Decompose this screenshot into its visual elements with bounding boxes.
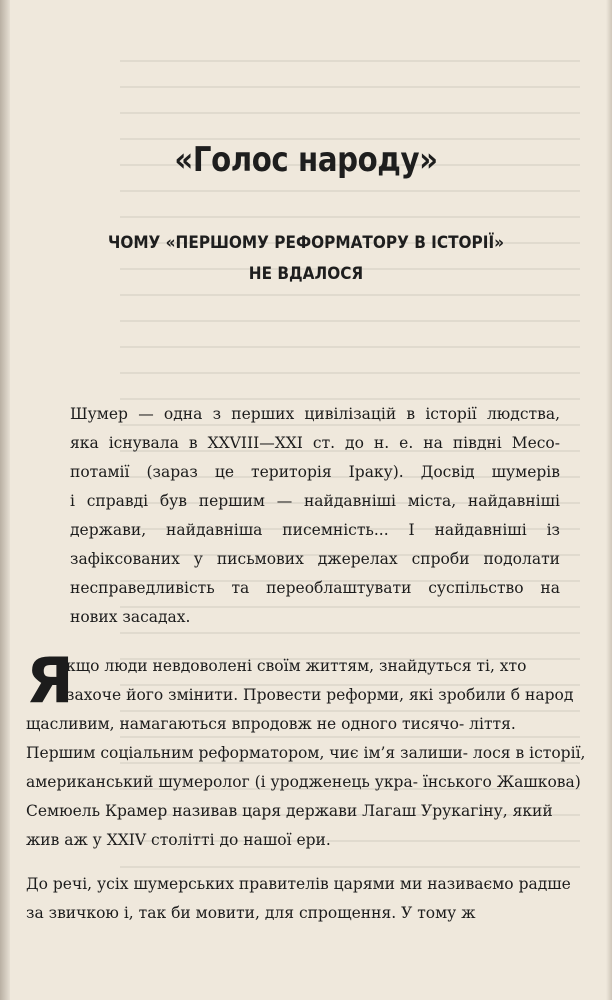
drop-cap: Я — [26, 644, 74, 717]
text-line: потамії (зараз це територія Іраку). Досвід шумерів — [70, 463, 560, 481]
subtitle-line: НЕ ВДАЛОСЯ — [248, 264, 364, 284]
text-line: їнського Жашкова) Семюель Крамер називав царя держави — [26, 773, 581, 820]
text-line: лося в історії, американський шумеролог (і уродженець укра- — [26, 744, 586, 791]
text-line: До речі, усіх шумерських правителів царями ми називаємо — [26, 875, 514, 893]
text-line: кщо люди невдоволені своїм життям, знайдуться ті, хто — [66, 657, 527, 675]
text-line: і справді був першим — найдавніші міста, найдавніші — [70, 492, 560, 510]
body-paragraph-1 — [26, 644, 586, 855]
page-edge-shadow — [0, 0, 10, 1000]
chapter-subtitle — [31, 228, 582, 290]
text-line: захоче його змінити. Провести реформи, які зробили б — [66, 686, 521, 704]
text-line: Шумер — одна з перших цивілізацій в історії людства, — [70, 405, 560, 423]
text-line: народ щасливим, намагаються впродовж не одного тисячо- — [26, 686, 574, 733]
text-line: нових засадах. — [70, 608, 191, 626]
text-line: радше за звичкою і, так би мовити, для спрощення. У тому ж — [26, 875, 571, 922]
chapter-title: «Голос народу» — [174, 140, 438, 180]
page-edge-right — [606, 0, 612, 1000]
body-paragraph-2 — [26, 870, 586, 928]
text-line: держави, найдавніша писемність... І найдавніші із — [70, 521, 560, 539]
text-line: яка існувала в XXVIII—XXI ст. до н. е. на півдні Месо- — [70, 434, 560, 452]
text-line: зафіксованих у письмових джерелах спроби подолати — [70, 550, 560, 568]
lead-paragraph — [70, 400, 560, 632]
text-line: несправедливість та переоблаштувати суспільство на — [70, 579, 560, 597]
subtitle-line: ЧОМУ «ПЕРШОМУ РЕФОРМАТОРУ В ІСТОРІЇ» — [107, 233, 505, 253]
text-line: Лагаш Урукагіну, який жив аж у XXIV столітті до нашої ери. — [26, 802, 553, 849]
text-line: ліття. Першим соціальним реформатором, чиє ім’я залиши- — [26, 715, 516, 762]
